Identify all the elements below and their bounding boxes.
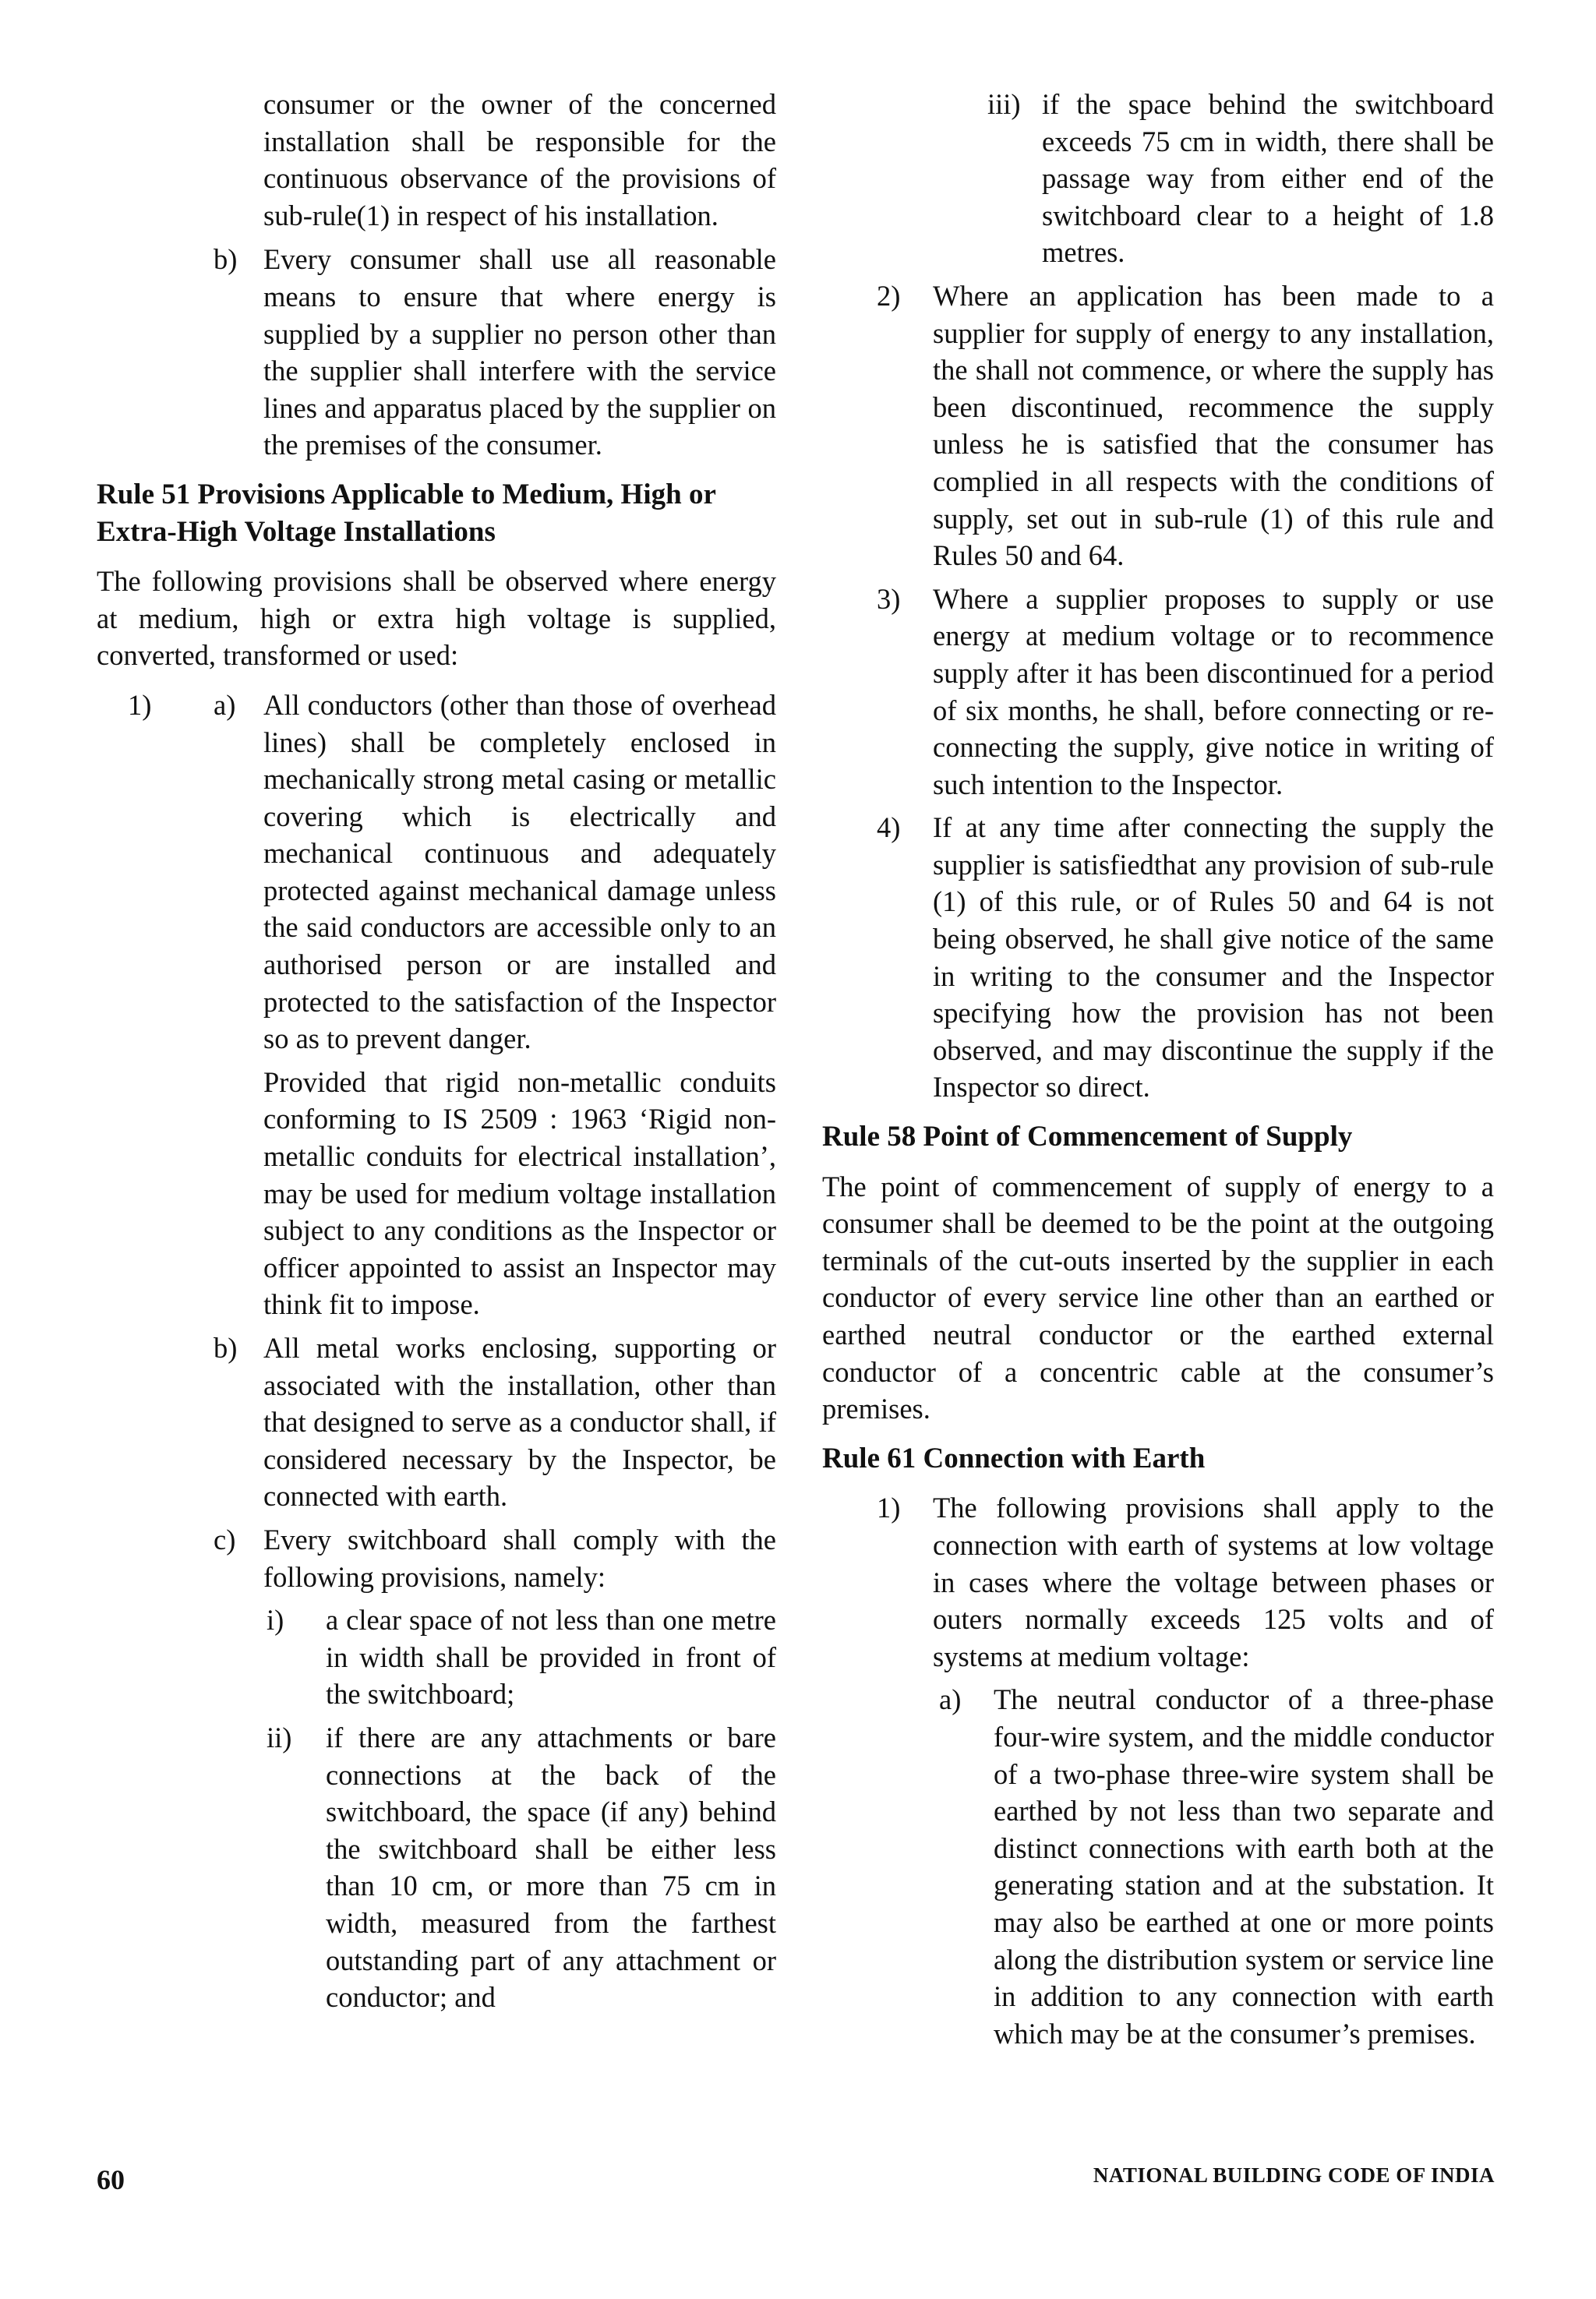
list-item-2 — [877, 277, 1494, 574]
rule-58-heading: Rule 58 Point of Commencement of Supply — [822, 1121, 1353, 1153]
list-marker: a) — [939, 1683, 962, 1716]
list-marker: b) — [214, 1332, 238, 1364]
rule-58-text: The point of commencement of supply of energy to a consumer shall be deemed to be the point at the outgoing terminals of the cut-outs inserted by the supplier in each conductor of every service line other than an earthed or earthed neutral conductor or the earthed external conductor of a concentric cable at the consumer’s premises. — [822, 1170, 1494, 1425]
list-marker: 2) — [877, 279, 901, 312]
list-item-text: Where a supplier proposes to supply or use energy at medium voltage or to recommence supply after it has been discontinued for a period of six months, he shall, before connecting or re-connecting the supply, give notice in writing of such intention to the Inspector. — [933, 582, 1494, 800]
rule-51-heading: Rule 51 Provisions Applicable to Medium, High or Extra-High Voltage Installations — [97, 478, 716, 548]
list-item-text: if the space behind the switchboard exceeds 75 cm in width, there shall be passage way from either end of the switchboard clear to a height of 1.8 metres. — [1042, 88, 1494, 269]
list-item-4 — [877, 809, 1494, 1106]
list-marker-a: a) — [214, 688, 236, 721]
publication-title: NATIONAL BUILDING CODE OF INDIA — [1093, 2163, 1495, 2187]
page-number: 60 — [97, 2164, 125, 2195]
list-marker-1: 1) — [128, 688, 152, 721]
list-item-text: The neutral conductor of a three-phase four-wire system, and the middle conductor of a two-phase three-wire system shall be earthed by not less than two separate and distinct connections with earth both at the generating station and at the substation. It may also be earthed at one or more points along the distribution system or service line in addition to any connection with earth which may be at the consumer’s premises. — [994, 1683, 1494, 2050]
list-marker: b) — [214, 243, 238, 276]
rule-51-intro: The following provisions shall be observed where energy at medium, high or extra high voltage is supplied, converted, transformed or used: — [97, 565, 776, 672]
continued-paragraph: consumer or the owner of the concerned installation shall be responsible for the continuous observance of the provisions of sub-rule(1) in respect of his installation. — [263, 88, 776, 231]
list-item-text: All metal works enclosing, supporting or associated with the installation, other than that designed to serve as a conductor shall, if considered necessary by the Inspector, be connected with earth. — [263, 1332, 776, 1513]
list-marker: c) — [214, 1523, 236, 1556]
list-item-1c-ii — [267, 1719, 776, 2016]
list-item-text: All conductors (other than those of overhead lines) shall be completely enclosed in mechanically strong metal casing or metallic covering which is electrically and mechanical continuous and adequately protected against mechanical damage unless the said conductors are accessible only to an authorised person or are installed and protected to the satisfaction of the Inspector so as to prevent danger. — [263, 688, 776, 1055]
list-item-text: Every switchboard shall comply with the following provisions, namely: — [263, 1523, 776, 1593]
list-item-iii — [987, 86, 1494, 271]
list-item-1c — [214, 1521, 776, 1595]
list-marker: 1) — [877, 1492, 901, 1524]
right-column — [822, 86, 1494, 2052]
list-marker: i) — [267, 1604, 284, 1637]
list-item-3 — [877, 581, 1494, 803]
list-item-text: Where an application has been made to a supplier for supply of energy to any installation, the shall not commence, or where the supply has been discontinued, recommence the supply unless he is satisfied that the consumer has complied in all respects with the conditions of supply, set out in sub-rule (1) of this rule and Rules 50 and 64. — [933, 279, 1494, 572]
list-marker: iii) — [987, 88, 1021, 120]
list-marker: 3) — [877, 582, 901, 615]
list-item-b — [214, 241, 776, 464]
list-item-61-1 — [877, 1489, 1494, 1675]
list-item-61-1a — [939, 1681, 1494, 2052]
list-item-text: if there are any attachments or bare connections at the back of the switchboard, the space (if any) behind the switchboard shall be either less than 10 cm, or more than 75 cm in width, measured from the farthest outstanding part of any attachment or conductor; and — [326, 1721, 776, 2014]
list-item-text: a clear space of not less than one metre in width shall be provided in front of the switchboard; — [326, 1604, 776, 1711]
list-item-1b — [214, 1330, 776, 1515]
proviso-paragraph: Provided that rigid non-metallic conduits conforming to IS 2509 : 1963 ‘Rigid non-metallic conduits for electrical installation’, may be used for medium voltage installation subject to any conditions as the Inspector or officer appointed to assist an Inspector may think fit to impose. — [263, 1065, 776, 1321]
list-item-text: Every consumer shall use all reasonable means to ensure that where energy is supplied by a supplier no person other than the supplier shall interfere with the service lines and apparatus placed by the supplier on the premises of the consumer. — [263, 243, 776, 461]
list-item-1c-i — [267, 1602, 776, 1713]
list-marker: ii) — [267, 1721, 292, 1753]
left-column — [97, 86, 776, 2016]
list-item-text: If at any time after connecting the supply the supplier is satisfiedthat any provision of sub-rule (1) of this rule, or of Rules 50 and 64 is not being observed, he shall give notice of the same in writing to the consumer and the Inspector specifying how the provision has not been observed, and may discontinue the supply if the Inspector so direct. — [933, 811, 1494, 1104]
rule-61-heading: Rule 61 Connection with Earth — [822, 1442, 1206, 1474]
list-item-1a — [128, 687, 776, 1058]
list-item-text: The following provisions shall apply to the connection with earth of systems at low voltage in cases where the voltage between phases or outers normally exceeds 125 volts and of systems at medium voltage: — [933, 1492, 1494, 1672]
list-marker: 4) — [877, 811, 901, 844]
